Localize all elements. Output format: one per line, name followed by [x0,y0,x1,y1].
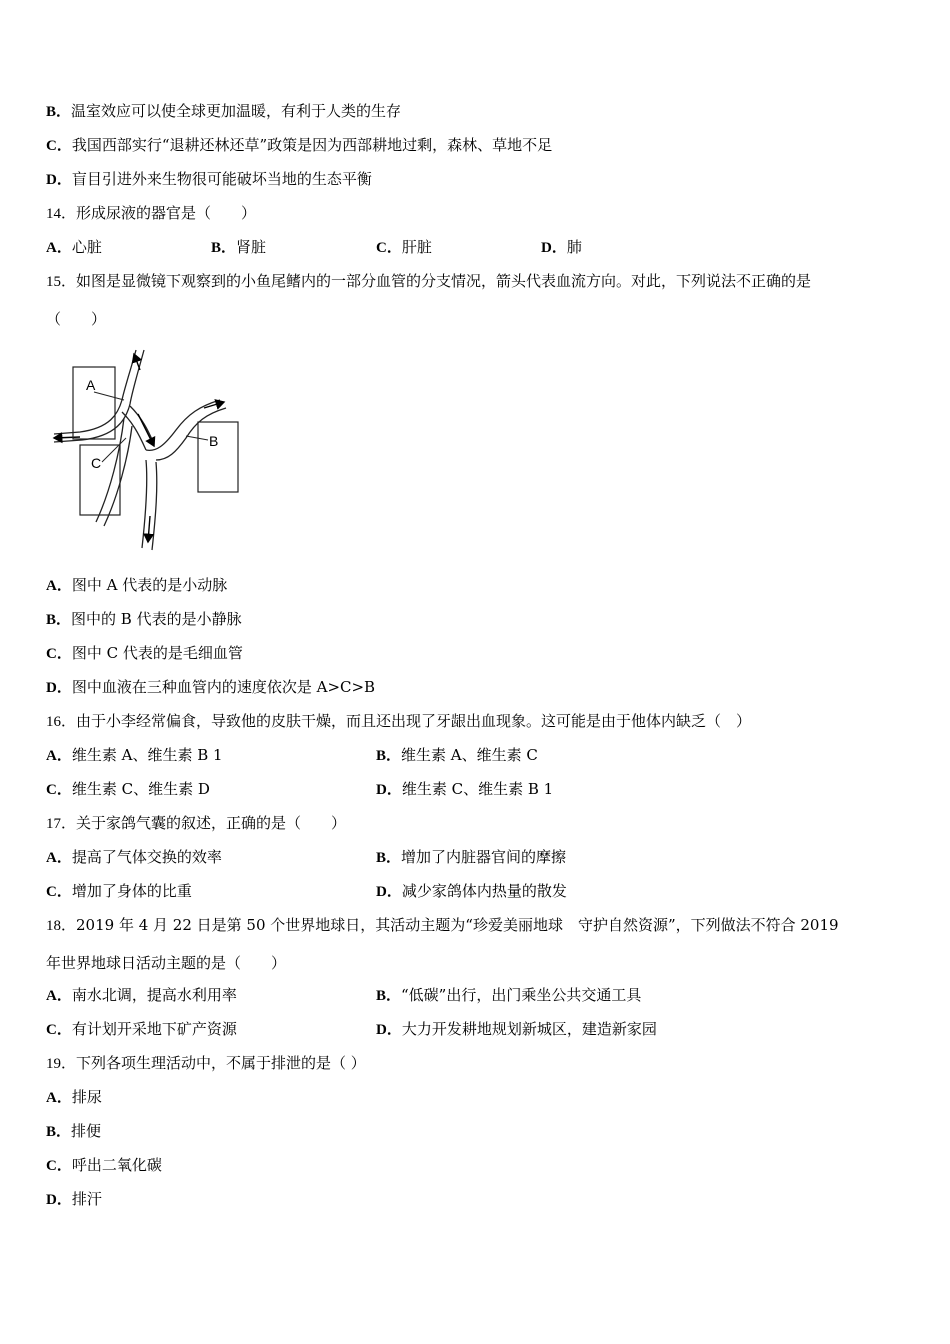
leader-c [102,438,126,462]
q15-option-c: C．图中 C 代表的是毛细血管 [46,644,243,662]
arrow-bottom [148,516,150,542]
q13-option-b: B．温室效应可以使全球更加温暖，有利于人类的生存 [46,102,402,120]
q15-option-a: A．图中 A 代表的是小动脉 [46,576,228,594]
q14-option-a: A．心脏 [46,238,102,256]
q18-stem-line2: 年世界地球日活动主题的是（ ） [46,954,287,972]
q18-option-d: D．大力开发耕地规划新城区，建造新家园 [376,1020,657,1038]
label-c: C [91,455,102,471]
q16-option-c: C．维生素 C、维生素 D [46,780,210,798]
q16-option-b: B．维生素 A、维生素 C [376,746,538,764]
q15-option-d: D．图中血液在三种血管内的速度依次是 A>C>B [46,678,376,696]
q14-option-d: D．肺 [541,238,582,256]
arrow-top [134,354,140,370]
q15-stem-line1: 15．如图是显微镜下观察到的小鱼尾鳍内的一部分血管的分支情况，箭头代表血流方向。对此，下列说法不正确的是 [46,272,812,290]
q18-option-a: A．南水北调，提高水利用率 [46,986,237,1004]
q18-stem-line1: 18．2019 年 4 月 22 日是第 50 个世界地球日，其活动主题为“珍爱美丽地球 守护自然资源”，下列做法不符合 2019 [46,916,839,934]
arrow-middle [138,414,154,446]
q16-option-a: A．维生素 A、维生素 B 1 [46,746,223,764]
q17-stem: 17．关于家鸽气囊的叙述，正确的是（ ） [46,814,347,832]
q16-stem: 16．由于小李经常偏食，导致他的皮肤干燥，而且还出现了牙龈出血现象。这可能是由于他体内缺乏（ ） [46,712,752,730]
q18-option-b: B．“低碳”出行，出门乘坐公共交通工具 [376,986,642,1004]
vessel-connector-1 [122,412,146,450]
blood-vessel-diagram [40,342,250,552]
q15-stem-line2: （ ） [46,310,107,328]
q13-option-c: C．我国西部实行“退耕还林还草”政策是因为西部耕地过剩，森林、草地不足 [46,136,553,154]
q17-option-a: A．提高了气体交换的效率 [46,848,222,866]
q19-option-d: D．排汗 [46,1190,102,1208]
vessel-c-inner [152,462,157,550]
vessel-side-2 [104,426,132,526]
q17-option-d: D．减少家鸽体内热量的散发 [376,882,567,900]
q19-option-b: B．排便 [46,1122,102,1140]
q16-option-d: D．维生素 C、维生素 B 1 [376,780,554,798]
q14-option-c: C．肝脏 [376,238,432,256]
q15-option-b: B．图中的 B 代表的是小静脉 [46,610,242,628]
label-a: A [86,377,96,393]
leader-a [94,392,124,400]
q17-option-b: B．增加了内脏器官间的摩擦 [376,848,567,866]
q14-stem: 14．形成尿液的器官是（ ） [46,204,257,222]
q19-option-a: A．排尿 [46,1088,102,1106]
label-b: B [209,433,219,449]
q19-option-c: C．呼出二氧化碳 [46,1156,162,1174]
q18-option-c: C．有计划开采地下矿产资源 [46,1020,237,1038]
q13-option-d: D．盲目引进外来生物很可能破坏当地的生态平衡 [46,170,372,188]
vessel-a-inner [54,350,144,442]
arrow-left [54,437,80,438]
q19-stem: 19．下列各项生理活动中，不属于排泄的是（ ） [46,1054,366,1072]
vessel-c-outer [142,460,147,548]
q17-option-c: C．增加了身体的比重 [46,882,192,900]
leader-b [186,436,208,440]
q14-option-b: B．肾脏 [211,238,267,256]
